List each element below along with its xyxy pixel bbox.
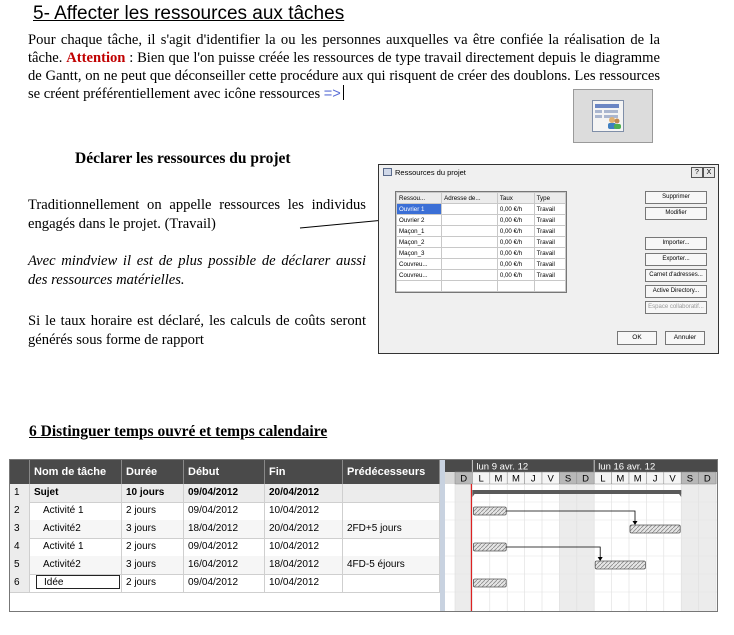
task-bar [473, 507, 506, 515]
ok-button[interactable]: OK [617, 331, 657, 345]
gantt-chart [445, 460, 717, 611]
project-resources-dialog [378, 164, 719, 354]
task-bar [473, 543, 506, 551]
gantt-row[interactable]: 2 Activité 1 2 jours 09/04/2012 10/04/2012 [10, 502, 440, 521]
task-bar [630, 525, 680, 533]
day-label: D [582, 473, 589, 485]
dependency-arrowhead [598, 557, 603, 561]
table-row[interactable]: Couvreu... 0,00 €/h Travail [397, 270, 566, 281]
gantt-row[interactable]: 4 Activité 1 2 jours 09/04/2012 10/04/2012 [10, 538, 440, 557]
table-row[interactable]: Ouvrier 2 0,00 €/h Travail [397, 215, 566, 226]
gantt-row[interactable]: 1 Sujet 10 jours 09/04/2012 20/04/2012 [10, 484, 440, 503]
day-label: L [478, 473, 484, 485]
day-label: M [494, 473, 503, 485]
dependency-arrowhead [633, 521, 638, 525]
day-label: D [703, 473, 711, 485]
col-rownum [10, 460, 30, 484]
day-label: M [511, 473, 520, 485]
day-label: S [564, 473, 572, 485]
day-label: J [530, 473, 536, 485]
week-label: lun 9 avr. 12 [476, 461, 529, 473]
declare-resources-heading: Déclarer les ressources du projet [75, 150, 291, 167]
export-button[interactable]: Exporter... [645, 253, 707, 266]
col-address[interactable]: Adresse de... [442, 193, 498, 204]
gantt-row[interactable]: 3 Activité2 3 jours 18/04/2012 20/04/2012 2FD+5 jours [10, 520, 440, 539]
collab-space-button: Espace collaboratif... [645, 301, 707, 314]
hourly-rate-text: Si le taux horaire est déclaré, les calculs de coûts seront générés sous forme de rapport [28, 313, 366, 348]
day-label: M [633, 473, 642, 485]
day-label: V [669, 473, 676, 485]
dialog-app-icon [383, 168, 392, 176]
gantt-view [9, 459, 718, 612]
cancel-button[interactable]: Annuler [665, 331, 705, 345]
gantt-row[interactable]: 6 Idée 2 jours 09/04/2012 10/04/2012 [10, 574, 440, 593]
grid-header [10, 460, 440, 484]
day-label: L [600, 473, 606, 485]
col-resource[interactable]: Ressou... [397, 193, 442, 204]
task-name-edit-cell[interactable] [30, 574, 122, 592]
col-type[interactable]: Type [534, 193, 565, 204]
day-label: M [616, 473, 625, 485]
section-5-title: 5- Affecter les ressources aux tâches [33, 3, 345, 24]
col-task-name[interactable]: Nom de tâche [30, 460, 122, 484]
address-book-button[interactable]: Carnet d'adresses... [645, 269, 707, 282]
day-label: S [686, 473, 694, 485]
active-directory-button[interactable]: Active Directory... [645, 285, 707, 298]
attention-label: Attention [66, 50, 126, 66]
resources-table [395, 191, 567, 293]
dialog-title: Ressources du projet [383, 168, 466, 177]
material-resources-text: Avec mindview il est de plus possible de déclarer aussi des ressources matérielles. [28, 253, 366, 288]
modify-button[interactable]: Modifier [645, 207, 707, 220]
col-predecessors[interactable]: Prédécesseurs [343, 460, 440, 484]
section-6-heading: 6 Distinguer temps ouvré et temps calendaire [29, 423, 328, 440]
table-row[interactable]: Maçon_3 0,00 €/h Travail [397, 248, 566, 259]
table-row[interactable]: Maçon_1 0,00 €/h Travail [397, 226, 566, 237]
gantt-row[interactable]: 5 Activité2 3 jours 16/04/2012 18/04/2012 4FD-5 éjours [10, 556, 440, 575]
task-name-input[interactable]: Idée [36, 575, 120, 589]
help-button[interactable]: ? [691, 167, 703, 178]
col-start[interactable]: Début [184, 460, 265, 484]
col-duration[interactable]: Durée [122, 460, 184, 484]
day-label: D [460, 473, 468, 485]
table-row-empty [397, 281, 566, 292]
week-label: lun 16 avr. 12 [598, 461, 656, 473]
table-row[interactable]: Couvreu... 0,00 €/h Travail [397, 259, 566, 270]
import-button[interactable]: Importer... [645, 237, 707, 250]
section-5-paragraph: Pour chaque tâche, il s'agit d'identifier la ou les personnes auxquelles va être confiée la réalisation de la tâche. Attention : Bien que l'on puisse créée les ressources de type travail directement depuis le diagramme de Gantt, on ne peut que déconseiller cette procédure aux qui risquent de créer des doublons. Les ressources se créent préférentiellement avec icône ressources => [28, 32, 660, 102]
table-row[interactable]: Maçon_2 0,00 €/h Travail [397, 237, 566, 248]
resources-definition-text: Traditionnellement on appelle ressources les individus engagés dans le projet. (Travail) [28, 197, 366, 232]
task-bar [595, 561, 645, 569]
col-rate[interactable]: Taux [497, 193, 534, 204]
table-row[interactable]: Ouvrier 1 0,00 €/h Travail [397, 204, 566, 215]
day-label: J [652, 473, 658, 485]
task-bar [473, 579, 506, 587]
summary-bar [472, 490, 681, 494]
col-end[interactable]: Fin [265, 460, 343, 484]
arrow-glyph: => [323, 86, 341, 102]
close-button[interactable]: X [703, 167, 715, 178]
delete-button[interactable]: Supprimer [645, 191, 707, 204]
day-label: V [547, 473, 554, 485]
